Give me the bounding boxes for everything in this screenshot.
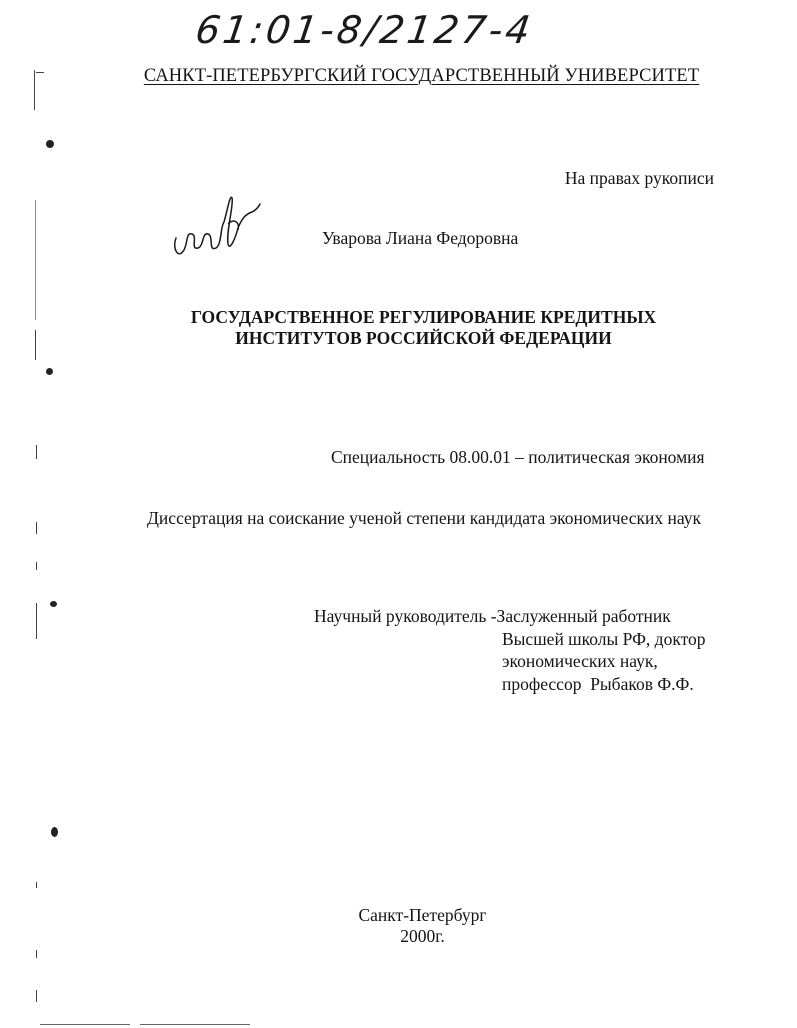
thesis-title-line-1: ГОСУДАРСТВЕННОЕ РЕГУЛИРОВАНИЕ КРЕДИТНЫХ	[190, 307, 657, 327]
year: 2000г.	[400, 926, 445, 946]
university-name: САНКТ-ПЕТЕРБУРГСКИЙ ГОСУДАРСТВЕННЫЙ УНИВЕРСИТЕТ	[143, 66, 700, 86]
scientific-supervisor	[314, 605, 706, 695]
specialty-code: Специальность 08.00.01 – политическая экономия	[331, 447, 705, 467]
thesis-title-line-2: ИНСТИТУТОВ РОССИЙСКОЙ ФЕДЕРАЦИИ	[235, 328, 612, 348]
thesis-title	[0, 307, 797, 349]
manuscript-rights-note: На правах рукописи	[564, 168, 714, 188]
dissertation-degree-statement: Диссертация на соискание ученой степени кандидата экономических наук	[147, 508, 701, 528]
archive-code-handwritten: 61:01-8/2127-4	[192, 8, 536, 52]
supervisor-line-1: Научный руководитель -Заслуженный работник	[314, 606, 671, 626]
city: Санкт-Петербург	[358, 905, 487, 925]
author-signature	[168, 188, 268, 268]
supervisor-line-2: Высшей школы РФ, доктор	[502, 628, 706, 649]
author-name: Уварова Лиана Федоровна	[322, 228, 519, 248]
supervisor-line-4: профессор Рыбаков Ф.Ф.	[502, 673, 694, 694]
supervisor-line-3: экономических наук,	[502, 651, 658, 671]
